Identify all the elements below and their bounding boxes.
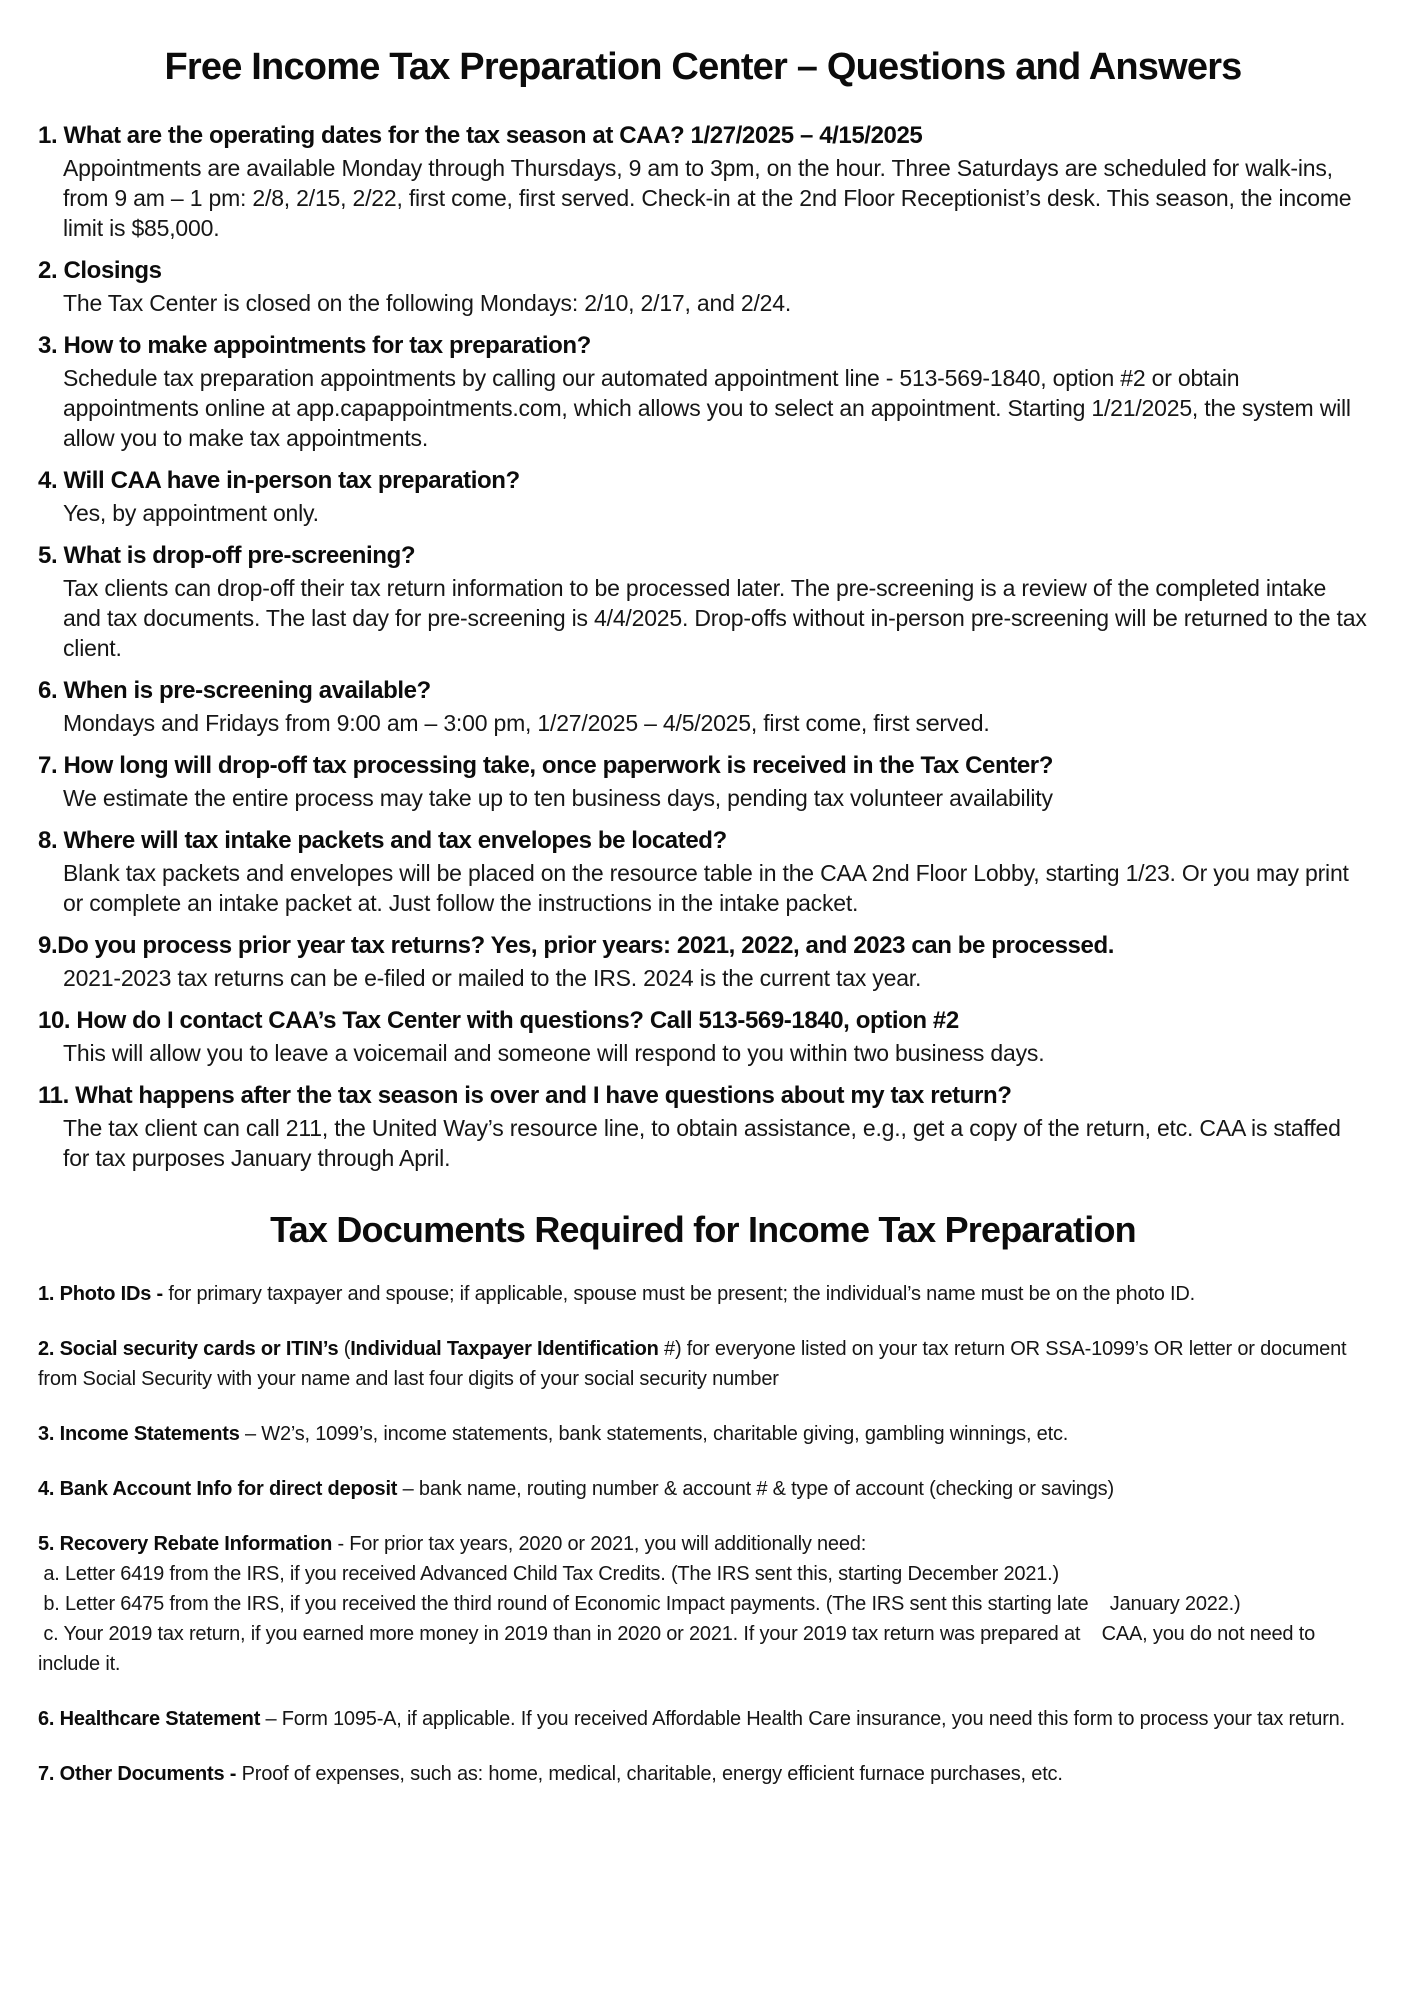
answer-text: Blank tax packets and envelopes will be placed on the resource table in the CAA 2nd Floor Lobby, starting 1/23. Or you may print or complete an intake packet at. Just follow the instructions in the intake packet.	[63, 860, 1355, 916]
qa-item	[38, 331, 1368, 453]
page-title: Free Income Tax Preparation Center – Questions and Answers	[164, 46, 1242, 88]
question-heading: 1. What are the operating dates for the tax season at CAA? 1/27/2025 – 4/15/2025	[38, 122, 923, 149]
doc-list	[38, 1279, 1368, 1789]
doc-line	[38, 1619, 1368, 1679]
doc-item-label: Individual Taxpayer Identification	[350, 1338, 665, 1360]
qa-item	[38, 676, 1368, 738]
doc-item	[38, 1529, 1368, 1679]
answer-text: We estimate the entire process may take up to ten business days, pending tax volunteer availability	[63, 785, 1053, 811]
doc-item-text: (	[343, 1338, 351, 1360]
answer-text: Schedule tax preparation appointments by calling our automated appointment line - 513-569-1840, option #2 or obtain appointments online at app.capappointments.com, which allows you to select an appointment. Starting 1/21/2025, the system will allow you to make tax appointments.	[63, 365, 1358, 451]
question-heading: 8. Where will tax intake packets and tax envelopes be located?	[38, 827, 727, 854]
doc-line	[38, 1559, 1368, 1589]
qa-list	[38, 121, 1373, 1173]
doc-item-label: 1. Photo IDs -	[38, 1283, 163, 1305]
doc-line	[38, 1279, 1368, 1309]
answer-text: 2021-2023 tax returns can be e-filed or mailed to the IRS. 2024 is the current tax year.	[63, 965, 922, 991]
question-heading: 5. What is drop-off pre-screening?	[38, 542, 416, 569]
doc-line	[38, 1759, 1368, 1789]
doc-item-text: Proof of expenses, such as: home, medical, charitable, energy efficient furnace purchases, etc.	[236, 1763, 1063, 1785]
doc-item	[38, 1704, 1368, 1734]
doc-item-label: 2. Social security cards or ITIN’s	[38, 1338, 344, 1360]
doc-item-label: 3. Income Statements	[38, 1423, 245, 1445]
doc-item	[38, 1279, 1368, 1309]
doc-item-text: c. Your 2019 tax return, if you earned more money in 2019 than in 2020 or 2021. If your 2019 tax return was prepared at CAA, you do not need to include it.	[38, 1623, 1321, 1675]
doc-line	[38, 1704, 1368, 1734]
doc-item-text: b. Letter 6475 from the IRS, if you received the third round of Economic Impact payments. (The IRS sent this starting late January 2022.)	[38, 1593, 1241, 1615]
qa-item	[38, 1081, 1368, 1173]
doc-item	[38, 1474, 1368, 1504]
answer-text: Appointments are available Monday through Thursdays, 9 am to 3pm, on the hour. Three Saturdays are scheduled for walk-ins, from 9 am – 1 pm: 2/8, 2/15, 2/22, first come, first served. Check-in at the 2nd Floor Receptionist’s desk. This season, the income limit is $85,000.	[63, 155, 1358, 241]
question-heading: 2. Closings	[38, 257, 162, 284]
doc-item-text: #) for everyone listed on your tax return OR SSA-1099’s OR letter or document from Social Security with your name and last four digits of your social security number	[38, 1338, 1352, 1390]
qa-item	[38, 256, 1368, 318]
doc-item-label: 4. Bank Account Info for direct deposit	[38, 1478, 403, 1500]
qa-item	[38, 1006, 1368, 1068]
qa-item	[38, 826, 1368, 918]
question-heading: 9.Do you process prior year tax returns? Yes, prior years: 2021, 2022, and 2023 can be processed.	[38, 932, 1114, 959]
qa-item	[38, 931, 1368, 993]
doc-item	[38, 1334, 1368, 1394]
question-heading: 11. What happens after the tax season is over and I have questions about my tax return?	[38, 1082, 1012, 1109]
question-heading: 7. How long will drop-off tax processing take, once paperwork is received in the Tax Center?	[38, 752, 1053, 779]
question-heading: 10. How do I contact CAA’s Tax Center with questions? Call 513-569-1840, option #2	[38, 1007, 959, 1034]
doc-item-text: – W2’s, 1099’s, income statements, bank statements, charitable giving, gambling winnings, etc.	[244, 1423, 1069, 1445]
doc-item-text: – Form 1095-A, if applicable. If you received Affordable Health Care insurance, you need this form to process your tax return.	[265, 1708, 1345, 1730]
doc-line	[38, 1589, 1368, 1619]
doc-item-text: - For prior tax years, 2020 or 2021, you will additionally need:	[337, 1533, 867, 1555]
doc-line	[38, 1474, 1368, 1504]
question-heading: 3. How to make appointments for tax preparation?	[38, 332, 591, 359]
qa-item	[38, 466, 1368, 528]
doc-item-text: for primary taxpayer and spouse; if applicable, spouse must be present; the individual’s name must be on the photo ID.	[162, 1283, 1195, 1305]
qa-item	[38, 121, 1368, 243]
doc-line	[38, 1334, 1368, 1394]
answer-text: The tax client can call 211, the United Way’s resource line, to obtain assistance, e.g., get a copy of the return, etc. CAA is staffed for tax purposes January through April.	[63, 1115, 1347, 1171]
doc-item	[38, 1419, 1368, 1449]
question-heading: 4. Will CAA have in-person tax preparation?	[38, 467, 520, 494]
qa-item	[38, 751, 1368, 813]
doc-item-label: 6. Healthcare Statement	[38, 1708, 266, 1730]
doc-line	[38, 1529, 1368, 1559]
documents-section-title: Tax Documents Required for Income Tax Preparation	[270, 1209, 1136, 1250]
answer-text: The Tax Center is closed on the following Mondays: 2/10, 2/17, and 2/24.	[63, 290, 792, 316]
qa-item	[38, 541, 1373, 663]
doc-item-label: 7. Other Documents -	[38, 1763, 237, 1785]
doc-item-text: a. Letter 6419 from the IRS, if you received Advanced Child Tax Credits. (The IRS sent this, starting December 2021.)	[38, 1563, 1059, 1585]
doc-item-text: – bank name, routing number & account # & type of account (checking or savings)	[402, 1478, 1114, 1500]
doc-item-label: 5. Recovery Rebate Information	[38, 1533, 338, 1555]
answer-text: Yes, by appointment only.	[63, 500, 319, 526]
answer-text: Mondays and Fridays from 9:00 am – 3:00 pm, 1/27/2025 – 4/5/2025, first come, first served.	[63, 710, 990, 736]
question-heading: 6. When is pre-screening available?	[38, 677, 431, 704]
doc-item	[38, 1759, 1368, 1789]
answer-text: Tax clients can drop-off their tax return information to be processed later. The pre-screening is a review of the completed intake and tax documents. The last day for pre-screening is 4/4/2025. Drop-offs without in-person pre-screening will be returned to the tax client.	[63, 575, 1373, 661]
doc-line	[38, 1419, 1368, 1449]
answer-text: This will allow you to leave a voicemail and someone will respond to you within two business days.	[63, 1040, 1045, 1066]
